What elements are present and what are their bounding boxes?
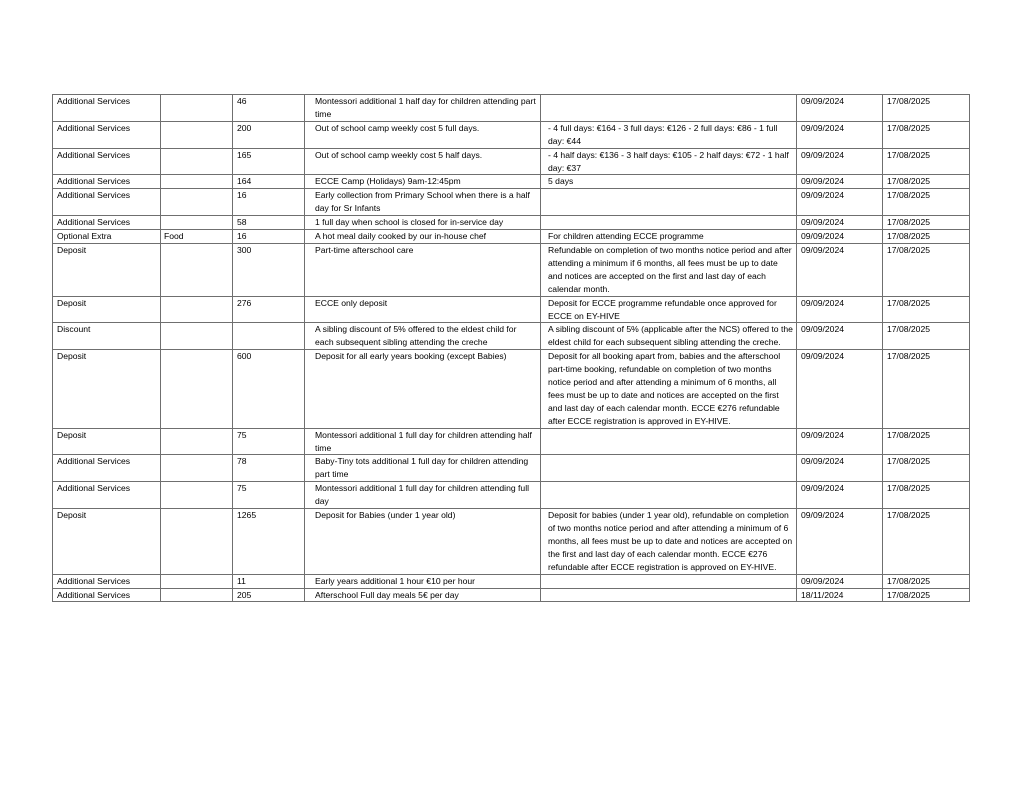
table-row xyxy=(53,148,970,175)
description-cell: ECCE only deposit xyxy=(305,296,541,323)
subcategory-cell xyxy=(161,482,233,509)
subcategory-cell xyxy=(161,574,233,588)
description-cell: Deposit for all early years booking (except Babies) xyxy=(305,350,541,428)
end-date-cell: 17/08/2025 xyxy=(883,296,970,323)
amount-cell: 16 xyxy=(233,230,305,244)
subcategory-cell xyxy=(161,323,233,350)
table-row xyxy=(53,455,970,482)
end-date-cell: 17/08/2025 xyxy=(883,588,970,602)
start-date-cell: 09/09/2024 xyxy=(797,175,883,189)
category-cell: Additional Services xyxy=(53,95,161,122)
notes-cell: Deposit for ECCE programme refundable once approved for ECCE on EY-HIVE xyxy=(541,296,797,323)
notes-cell xyxy=(541,189,797,216)
subcategory-cell xyxy=(161,148,233,175)
notes-cell: For children attending ECCE programme xyxy=(541,230,797,244)
category-cell: Additional Services xyxy=(53,588,161,602)
description-cell: A hot meal daily cooked by our in-house chef xyxy=(305,230,541,244)
notes-cell: - 4 full days: €164 - 3 full days: €126 - 2 full days: €86 - 1 full day: €44 xyxy=(541,121,797,148)
table-row xyxy=(53,574,970,588)
table-row xyxy=(53,509,970,575)
category-cell: Additional Services xyxy=(53,482,161,509)
table-row xyxy=(53,216,970,230)
end-date-cell: 17/08/2025 xyxy=(883,189,970,216)
start-date-cell: 09/09/2024 xyxy=(797,574,883,588)
amount-cell: 164 xyxy=(233,175,305,189)
start-date-cell: 09/09/2024 xyxy=(797,243,883,296)
subcategory-cell xyxy=(161,243,233,296)
table-row xyxy=(53,95,970,122)
end-date-cell: 17/08/2025 xyxy=(883,482,970,509)
table-row xyxy=(53,428,970,455)
category-cell: Deposit xyxy=(53,509,161,575)
subcategory-cell xyxy=(161,189,233,216)
category-cell: Additional Services xyxy=(53,121,161,148)
fees-table-body xyxy=(53,95,970,602)
subcategory-cell: Food xyxy=(161,230,233,244)
amount-cell: 16 xyxy=(233,189,305,216)
category-cell: Deposit xyxy=(53,428,161,455)
end-date-cell: 17/08/2025 xyxy=(883,216,970,230)
notes-cell xyxy=(541,428,797,455)
table-row xyxy=(53,230,970,244)
end-date-cell: 17/08/2025 xyxy=(883,95,970,122)
subcategory-cell xyxy=(161,175,233,189)
subcategory-cell xyxy=(161,216,233,230)
end-date-cell: 17/08/2025 xyxy=(883,323,970,350)
table-row xyxy=(53,243,970,296)
table-row xyxy=(53,175,970,189)
end-date-cell: 17/08/2025 xyxy=(883,509,970,575)
category-cell: Additional Services xyxy=(53,189,161,216)
description-cell: Montessori additional 1 full day for children attending half time xyxy=(305,428,541,455)
end-date-cell: 17/08/2025 xyxy=(883,230,970,244)
subcategory-cell xyxy=(161,296,233,323)
description-cell: Montessori additional 1 half day for children attending part time xyxy=(305,95,541,122)
end-date-cell: 17/08/2025 xyxy=(883,148,970,175)
start-date-cell: 09/09/2024 xyxy=(797,121,883,148)
notes-cell xyxy=(541,216,797,230)
description-cell: Deposit for Babies (under 1 year old) xyxy=(305,509,541,575)
subcategory-cell xyxy=(161,588,233,602)
start-date-cell: 09/09/2024 xyxy=(797,296,883,323)
description-cell: Early years additional 1 hour €10 per hour xyxy=(305,574,541,588)
start-date-cell: 09/09/2024 xyxy=(797,428,883,455)
subcategory-cell xyxy=(161,95,233,122)
subcategory-cell xyxy=(161,121,233,148)
subcategory-cell xyxy=(161,350,233,428)
category-cell: Deposit xyxy=(53,243,161,296)
amount-cell: 11 xyxy=(233,574,305,588)
end-date-cell: 17/08/2025 xyxy=(883,455,970,482)
description-cell: Early collection from Primary School when there is a half day for Sr Infants xyxy=(305,189,541,216)
notes-cell xyxy=(541,455,797,482)
end-date-cell: 17/08/2025 xyxy=(883,175,970,189)
start-date-cell: 09/09/2024 xyxy=(797,216,883,230)
subcategory-cell xyxy=(161,428,233,455)
description-cell: Montessori additional 1 full day for children attending full day xyxy=(305,482,541,509)
table-row xyxy=(53,350,970,428)
amount-cell: 46 xyxy=(233,95,305,122)
amount-cell: 75 xyxy=(233,428,305,455)
end-date-cell: 17/08/2025 xyxy=(883,350,970,428)
start-date-cell: 09/09/2024 xyxy=(797,95,883,122)
subcategory-cell xyxy=(161,455,233,482)
category-cell: Deposit xyxy=(53,296,161,323)
notes-cell: Deposit for all booking apart from, babies and the afterschool part-time booking, refundable on completion of two months notice period and after attending a minimum of 6 months, all fees must be up to date and notices are accepted on the first and last day of each calendar month. ECCE €276 refundable after ECCE registration is approved in EY-HIVE. xyxy=(541,350,797,428)
category-cell: Additional Services xyxy=(53,574,161,588)
description-cell: Part-time afterschool care xyxy=(305,243,541,296)
notes-cell xyxy=(541,588,797,602)
amount-cell: 78 xyxy=(233,455,305,482)
description-cell: ECCE Camp (Holidays) 9am-12:45pm xyxy=(305,175,541,189)
notes-cell: Refundable on completion of two months notice period and after attending a minimum if 6 months, all fees must be up to date and notices are accepted on the first and last day of each calendar month. xyxy=(541,243,797,296)
amount-cell xyxy=(233,323,305,350)
start-date-cell: 09/09/2024 xyxy=(797,323,883,350)
table-row xyxy=(53,296,970,323)
end-date-cell: 17/08/2025 xyxy=(883,121,970,148)
table-row xyxy=(53,323,970,350)
notes-cell: - 4 half days: €136 - 3 half days: €105 - 2 half days: €72 - 1 half day: €37 xyxy=(541,148,797,175)
table-row xyxy=(53,588,970,602)
amount-cell: 1265 xyxy=(233,509,305,575)
end-date-cell: 17/08/2025 xyxy=(883,574,970,588)
table-row xyxy=(53,482,970,509)
end-date-cell: 17/08/2025 xyxy=(883,428,970,455)
amount-cell: 58 xyxy=(233,216,305,230)
category-cell: Deposit xyxy=(53,350,161,428)
end-date-cell: 17/08/2025 xyxy=(883,243,970,296)
category-cell: Additional Services xyxy=(53,175,161,189)
description-cell: Afterschool Full day meals 5€ per day xyxy=(305,588,541,602)
description-cell: A sibling discount of 5% offered to the eldest child for each subsequent sibling attending the creche xyxy=(305,323,541,350)
notes-cell xyxy=(541,482,797,509)
notes-cell: A sibling discount of 5% (applicable after the NCS) offered to the eldest child for each subsequent sibling attending the creche. xyxy=(541,323,797,350)
notes-cell: Deposit for babies (under 1 year old), refundable on completion of two months notice period and after attending a minimum of 6 months, all fees must be up to date and notices are accepted on the first and last day of each calendar month. ECCE €276 refundable after ECCE registration is approved on EY-HIVE. xyxy=(541,509,797,575)
start-date-cell: 09/09/2024 xyxy=(797,230,883,244)
description-cell: Baby-Tiny tots additional 1 full day for children attending part time xyxy=(305,455,541,482)
description-cell: 1 full day when school is closed for in-service day xyxy=(305,216,541,230)
amount-cell: 200 xyxy=(233,121,305,148)
amount-cell: 600 xyxy=(233,350,305,428)
amount-cell: 205 xyxy=(233,588,305,602)
amount-cell: 276 xyxy=(233,296,305,323)
table-row xyxy=(53,121,970,148)
notes-cell xyxy=(541,574,797,588)
amount-cell: 75 xyxy=(233,482,305,509)
category-cell: Additional Services xyxy=(53,148,161,175)
notes-cell: 5 days xyxy=(541,175,797,189)
amount-cell: 165 xyxy=(233,148,305,175)
category-cell: Discount xyxy=(53,323,161,350)
table-row xyxy=(53,189,970,216)
amount-cell: 300 xyxy=(233,243,305,296)
category-cell: Additional Services xyxy=(53,455,161,482)
start-date-cell: 18/11/2024 xyxy=(797,588,883,602)
start-date-cell: 09/09/2024 xyxy=(797,148,883,175)
category-cell: Optional Extra xyxy=(53,230,161,244)
start-date-cell: 09/09/2024 xyxy=(797,509,883,575)
description-cell: Out of school camp weekly cost 5 half days. xyxy=(305,148,541,175)
start-date-cell: 09/09/2024 xyxy=(797,189,883,216)
subcategory-cell xyxy=(161,509,233,575)
notes-cell xyxy=(541,95,797,122)
start-date-cell: 09/09/2024 xyxy=(797,350,883,428)
fees-table xyxy=(52,94,970,602)
category-cell: Additional Services xyxy=(53,216,161,230)
description-cell: Out of school camp weekly cost 5 full days. xyxy=(305,121,541,148)
start-date-cell: 09/09/2024 xyxy=(797,455,883,482)
start-date-cell: 09/09/2024 xyxy=(797,482,883,509)
